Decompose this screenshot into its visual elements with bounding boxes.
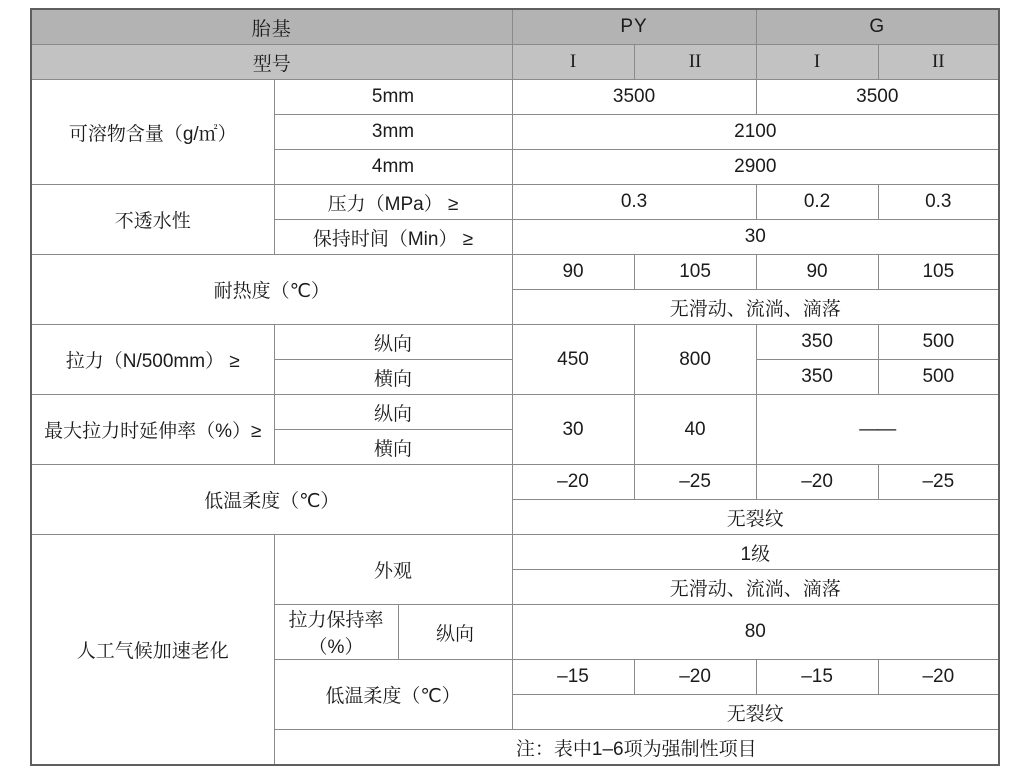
value-soluble-5mm-g: 3500 xyxy=(756,80,999,115)
row-sub-hold-time: 保持时间（Min） ≥ xyxy=(274,220,512,255)
header-base-label: 胎基 xyxy=(31,9,512,45)
row-sub-4mm: 4mm xyxy=(274,150,512,185)
row-label-low-temp-flex: 低温柔度（℃） xyxy=(31,465,512,535)
value-heat-py-i: 90 xyxy=(512,255,634,290)
row-label-tensile-force: 拉力（N/500mm） ≥ xyxy=(31,325,274,395)
row-label-heat-resistance: 耐热度（℃） xyxy=(31,255,512,325)
row-sub-5mm: 5mm xyxy=(274,80,512,115)
header-py: PY xyxy=(512,9,756,45)
value-aging-lowtemp-py-ii: –20 xyxy=(634,660,756,695)
value-tensile-g-i-long: 350 xyxy=(756,325,878,360)
value-lowtemp-crack: 无裂纹 xyxy=(512,500,999,535)
value-heat-py-ii: 105 xyxy=(634,255,756,290)
table-row xyxy=(31,255,999,290)
row-sub-3mm: 3mm xyxy=(274,115,512,150)
table-row xyxy=(31,535,999,570)
table-header-row-2 xyxy=(31,45,999,80)
value-aging-lowtemp-g-ii: –20 xyxy=(878,660,999,695)
value-elong-py-i: 30 xyxy=(512,395,634,465)
value-elong-py-ii: 40 xyxy=(634,395,756,465)
row-label-soluble-content: 可溶物含量（g/㎡） xyxy=(31,80,274,185)
header-py-i: I xyxy=(512,45,634,80)
table-row xyxy=(31,325,999,360)
value-lowtemp-py-i: –20 xyxy=(512,465,634,500)
footer-note: 注：表中1–6项为强制性项目 xyxy=(274,730,999,766)
table-row xyxy=(31,465,999,500)
value-aging-appearance: 无滑动、流淌、滴落 xyxy=(512,570,999,605)
header-g-ii: II xyxy=(878,45,999,80)
row-sub-longitudinal: 纵向 xyxy=(274,325,512,360)
value-heat-g-ii: 105 xyxy=(878,255,999,290)
table-row xyxy=(31,80,999,115)
value-tensile-g-ii-long: 500 xyxy=(878,325,999,360)
row-sub-aging-low-temp: 低温柔度（℃） xyxy=(274,660,512,730)
value-aging-lowtemp-crack: 无裂纹 xyxy=(512,695,999,730)
value-tensile-py-ii: 800 xyxy=(634,325,756,395)
value-hold-time-all: 30 xyxy=(512,220,999,255)
value-pressure-py: 0.3 xyxy=(512,185,756,220)
value-pressure-g-i: 0.2 xyxy=(756,185,878,220)
value-lowtemp-g-ii: –25 xyxy=(878,465,999,500)
row-label-max-elongation: 最大拉力时延伸率（%）≥ xyxy=(31,395,274,465)
row-label-impermeability: 不透水性 xyxy=(31,185,274,255)
value-heat-appearance: 无滑动、流淌、滴落 xyxy=(512,290,999,325)
header-g: G xyxy=(756,9,999,45)
header-g-i: I xyxy=(756,45,878,80)
header-model-label: 型号 xyxy=(31,45,512,80)
value-soluble-5mm-py: 3500 xyxy=(512,80,756,115)
value-elong-g: —— xyxy=(756,395,999,465)
row-sub-transverse: 横向 xyxy=(274,360,512,395)
row-sub-appearance: 外观 xyxy=(274,535,512,605)
row-sub-longitudinal-2: 纵向 xyxy=(274,395,512,430)
header-py-ii: II xyxy=(634,45,756,80)
value-aging-lowtemp-py-i: –15 xyxy=(512,660,634,695)
value-pressure-g-ii: 0.3 xyxy=(878,185,999,220)
value-tensile-g-i-trans: 350 xyxy=(756,360,878,395)
row-label-artificial-aging: 人工气候加速老化 xyxy=(31,535,274,766)
value-soluble-3mm-all: 2100 xyxy=(512,115,999,150)
table-row xyxy=(31,395,999,430)
value-soluble-4mm-all: 2900 xyxy=(512,150,999,185)
value-aging-grade: 1级 xyxy=(512,535,999,570)
table-row xyxy=(31,185,999,220)
row-sub-retention-direction: 纵向 xyxy=(398,605,512,660)
value-aging-lowtemp-g-i: –15 xyxy=(756,660,878,695)
table-header-row-1 xyxy=(31,9,999,45)
row-sub-transverse-2: 横向 xyxy=(274,430,512,465)
spec-table xyxy=(30,8,1000,766)
value-tensile-g-ii-trans: 500 xyxy=(878,360,999,395)
value-lowtemp-py-ii: –25 xyxy=(634,465,756,500)
value-tensile-py-i: 450 xyxy=(512,325,634,395)
row-sub-tensile-retention: 拉力保持率（%） xyxy=(274,605,398,660)
value-lowtemp-g-i: –20 xyxy=(756,465,878,500)
value-retention-all: 80 xyxy=(512,605,999,660)
row-sub-pressure: 压力（MPa） ≥ xyxy=(274,185,512,220)
value-heat-g-i: 90 xyxy=(756,255,878,290)
